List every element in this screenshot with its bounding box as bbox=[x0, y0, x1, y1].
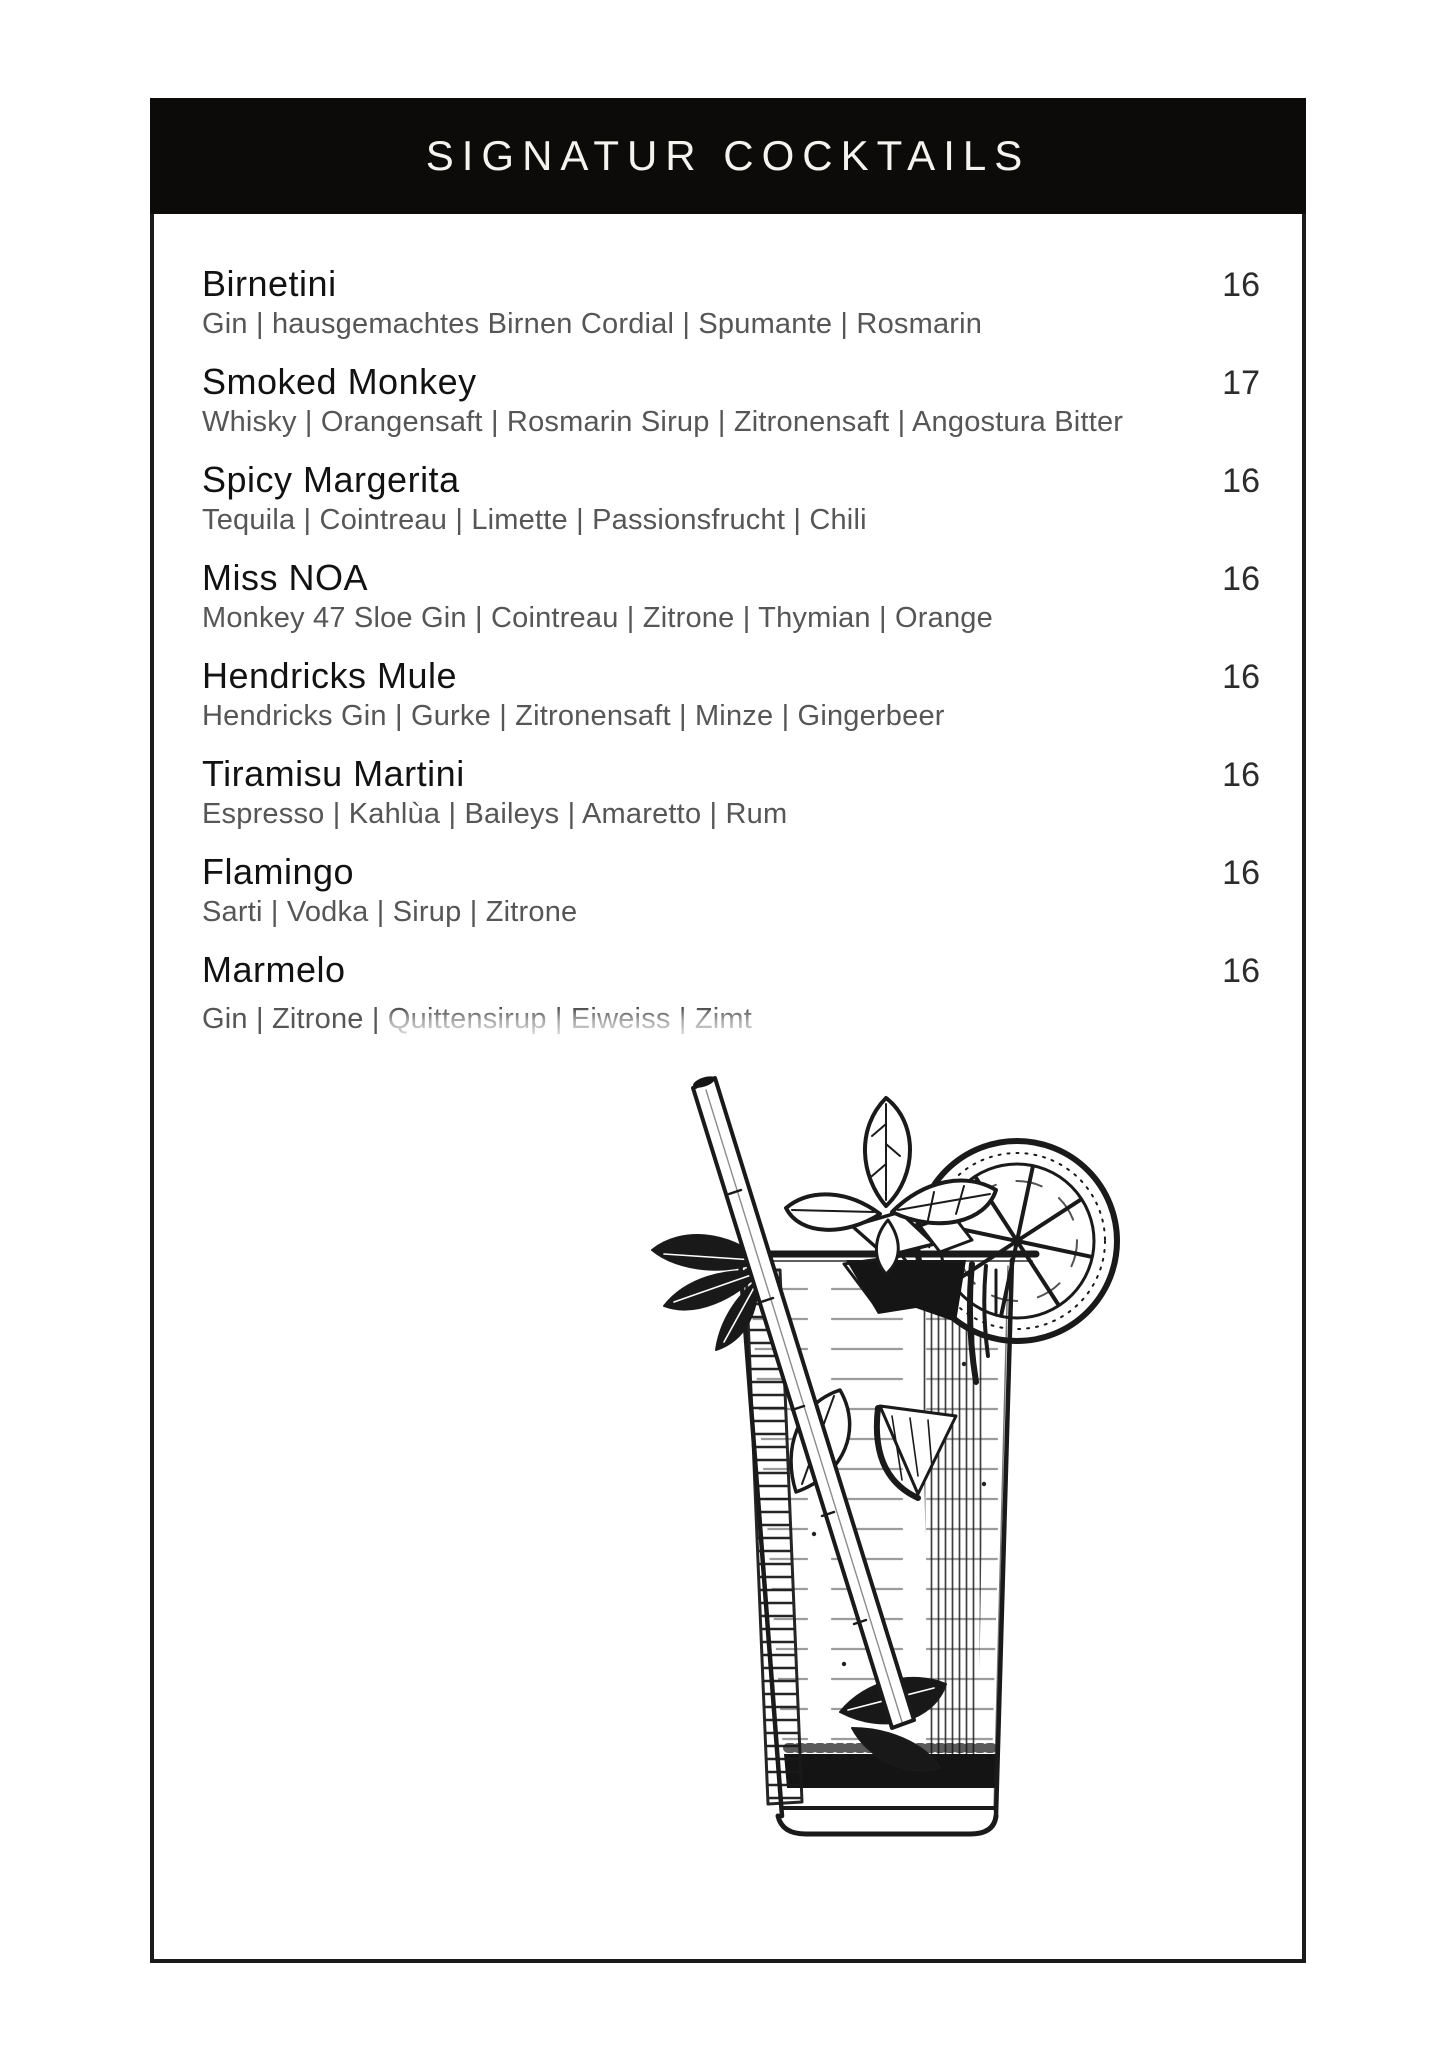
item-name: Hendricks Mule bbox=[202, 655, 458, 696]
item-price: 16 bbox=[1222, 560, 1260, 598]
item-name: Flamingo bbox=[202, 851, 355, 892]
item-name-row bbox=[202, 556, 1260, 601]
item-name-row bbox=[202, 752, 1260, 797]
item-ingredients-solid: Gin | Zitrone | bbox=[202, 1003, 388, 1035]
item-ingredients: Sarti | Vodka | Sirup | Zitrone bbox=[202, 896, 578, 928]
item-name-row bbox=[202, 654, 1260, 699]
menu-item-tiramisu-martini bbox=[202, 752, 1260, 831]
item-price: 16 bbox=[1222, 952, 1260, 990]
menu-item-smoked-monkey bbox=[202, 360, 1260, 439]
item-price: 16 bbox=[1222, 266, 1260, 304]
item-name: Spicy Margerita bbox=[202, 459, 460, 500]
menu-item-hendricks-mule bbox=[202, 654, 1260, 733]
item-ingredients: Tequila | Cointreau | Limette | Passionsfrucht | Chili bbox=[202, 504, 867, 536]
item-ingredients: Whisky | Orangensaft | Rosmarin Sirup | Zitronensaft | Angostura Bitter bbox=[202, 406, 1124, 438]
menu-item-flamingo bbox=[202, 850, 1260, 929]
item-name: Miss NOA bbox=[202, 557, 368, 598]
item-name-row bbox=[202, 360, 1260, 405]
menu-item-birnetini bbox=[202, 262, 1260, 341]
item-name: Birnetini bbox=[202, 263, 337, 304]
item-price: 16 bbox=[1222, 462, 1260, 500]
item-name: Smoked Monkey bbox=[202, 361, 477, 402]
item-price: 16 bbox=[1222, 756, 1260, 794]
menu-item-spicy-margerita bbox=[202, 458, 1260, 537]
cocktail-list bbox=[154, 262, 1302, 1055]
item-ingredients: Hendricks Gin | Gurke | Zitronensaft | Minze | Gingerbeer bbox=[202, 700, 945, 732]
item-ingredients: Gin | hausgemachtes Birnen Cordial | Spumante | Rosmarin bbox=[202, 308, 983, 340]
menu-item-marmelo bbox=[202, 948, 1260, 1036]
page-title: SIGNATUR COCKTAILS bbox=[425, 132, 1031, 179]
item-ingredients-faded: Quittensirup | Eiweiss | Zimt bbox=[387, 1003, 753, 1035]
item-ingredients bbox=[202, 1002, 1260, 1036]
item-name: Tiramisu Martini bbox=[202, 753, 465, 794]
header-band bbox=[150, 98, 1306, 214]
cocktail-illustration bbox=[634, 1064, 1134, 1884]
item-name-row bbox=[202, 850, 1260, 895]
item-name-row bbox=[202, 458, 1260, 503]
item-ingredients: Monkey 47 Sloe Gin | Cointreau | Zitrone | Thymian | Orange bbox=[202, 602, 993, 634]
item-price: 17 bbox=[1222, 364, 1260, 402]
item-name-row bbox=[202, 262, 1260, 307]
item-ingredients: Espresso | Kahlùa | Baileys | Amaretto | Rum bbox=[202, 798, 788, 830]
item-name: Marmelo bbox=[202, 949, 346, 990]
menu-item-miss-noa bbox=[202, 556, 1260, 635]
item-price: 16 bbox=[1222, 658, 1260, 696]
menu-frame bbox=[150, 98, 1306, 1963]
item-name-row bbox=[202, 948, 1260, 993]
item-price: 16 bbox=[1222, 854, 1260, 892]
